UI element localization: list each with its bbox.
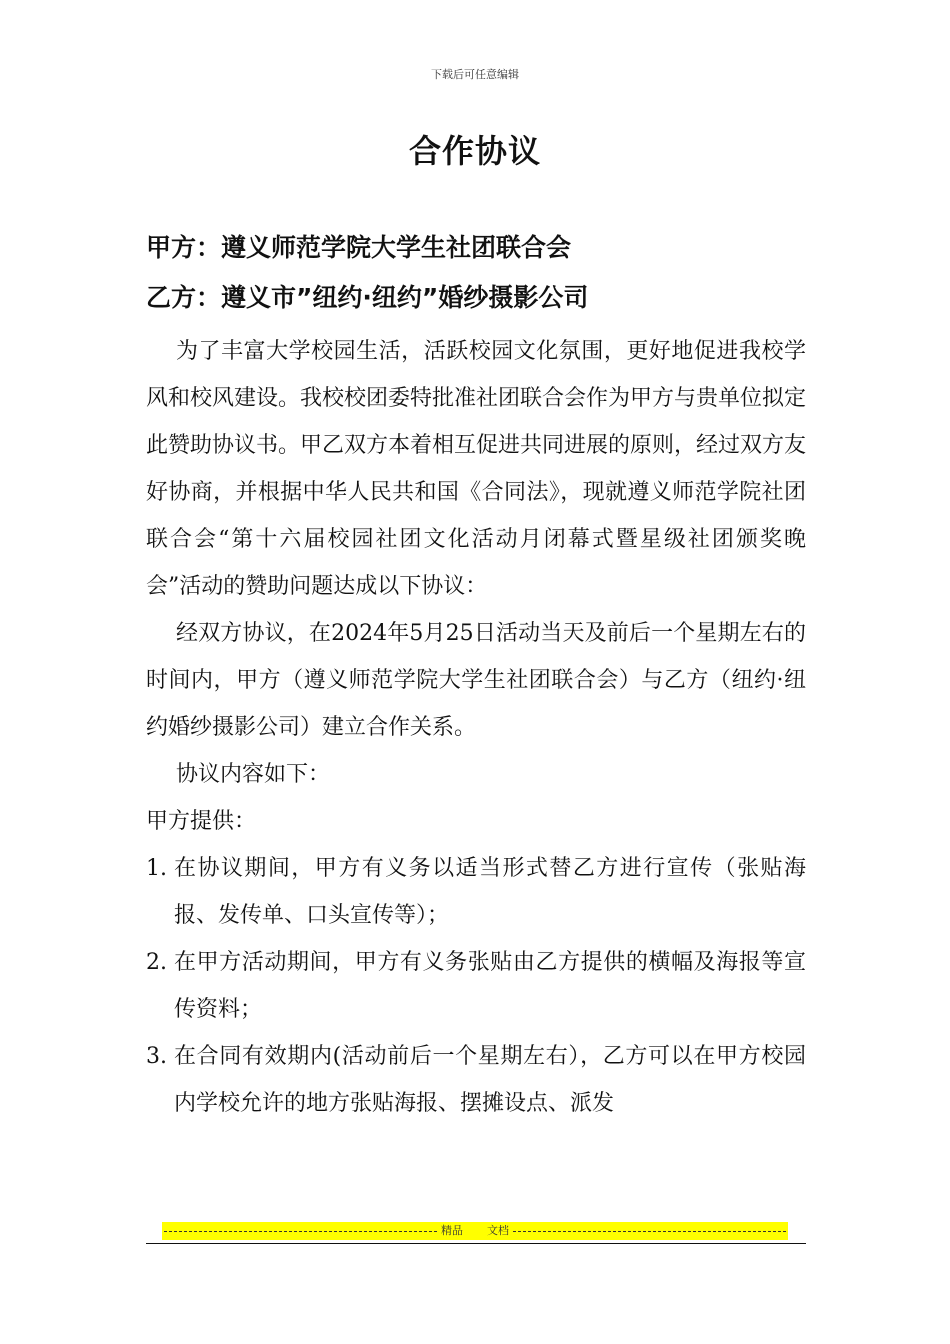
list-item	[146, 939, 806, 1033]
footer-label-left: 精品	[441, 1224, 463, 1237]
list-item	[146, 845, 806, 939]
list-item-number: 2.	[146, 950, 167, 975]
document-body	[146, 328, 806, 1127]
list-item	[146, 1033, 806, 1127]
footer-dash-left	[164, 1231, 437, 1232]
footer-dash-right	[513, 1231, 786, 1232]
list-item-text: 在合同有效期内(活动前后一个星期左右），乙方可以在甲方校园内学校允许的地方张贴海报、摆摊设点、派发	[174, 1044, 806, 1116]
list-item-number: 1.	[146, 856, 167, 881]
content-intro: 协议内容如下：	[176, 762, 331, 787]
footer-label-right: 文档	[487, 1224, 509, 1237]
footer-banner	[162, 1222, 788, 1240]
party-a: 甲方：遵义师范学院大学生社团联合会	[146, 233, 572, 262]
list-item-number: 3.	[146, 1044, 167, 1069]
list-item-text: 在协议期间，甲方有义务以适当形式替乙方进行宣传（张贴海报、发传单、口头宣传等）；	[174, 856, 806, 928]
party-a-provides-heading: 甲方提供：	[146, 809, 257, 834]
intro-paragraph: 为了丰富大学校园生活，活跃校园文化氛围，更好地促进我校学风和校风建设。我校校团委特批准社团联合会作为甲方与贵单位拟定此赞助协议书。甲乙双方本着相互促进共同进展的原则，经过双方友好协商，并根据中华人民共和国《合同法》，现就遵义师范学院社团联合会“第十六届校园社团文化活动月闭幕式暨星级社团颁奖晚会”活动的赞助问题达成以下协议：	[146, 339, 807, 599]
list-item-text: 在甲方活动期间，甲方有义务张贴由乙方提供的横幅及海报等宣传资料；	[174, 950, 806, 1022]
party-b: 乙方：遵义市”纽约·纽约”婚纱摄影公司	[146, 283, 589, 312]
document-title: 合作协议	[408, 132, 541, 170]
agreement-paragraph: 经双方协议，在2024年5月25日活动当天及前后一个星期左右的时间内，甲方（遵义师范学院大学生社团联合会）与乙方（纽约·纽约婚纱摄影公司）建立合作关系。	[146, 621, 806, 740]
header-note: 下载后可任意编辑	[431, 68, 519, 81]
footer-rule	[146, 1243, 806, 1244]
